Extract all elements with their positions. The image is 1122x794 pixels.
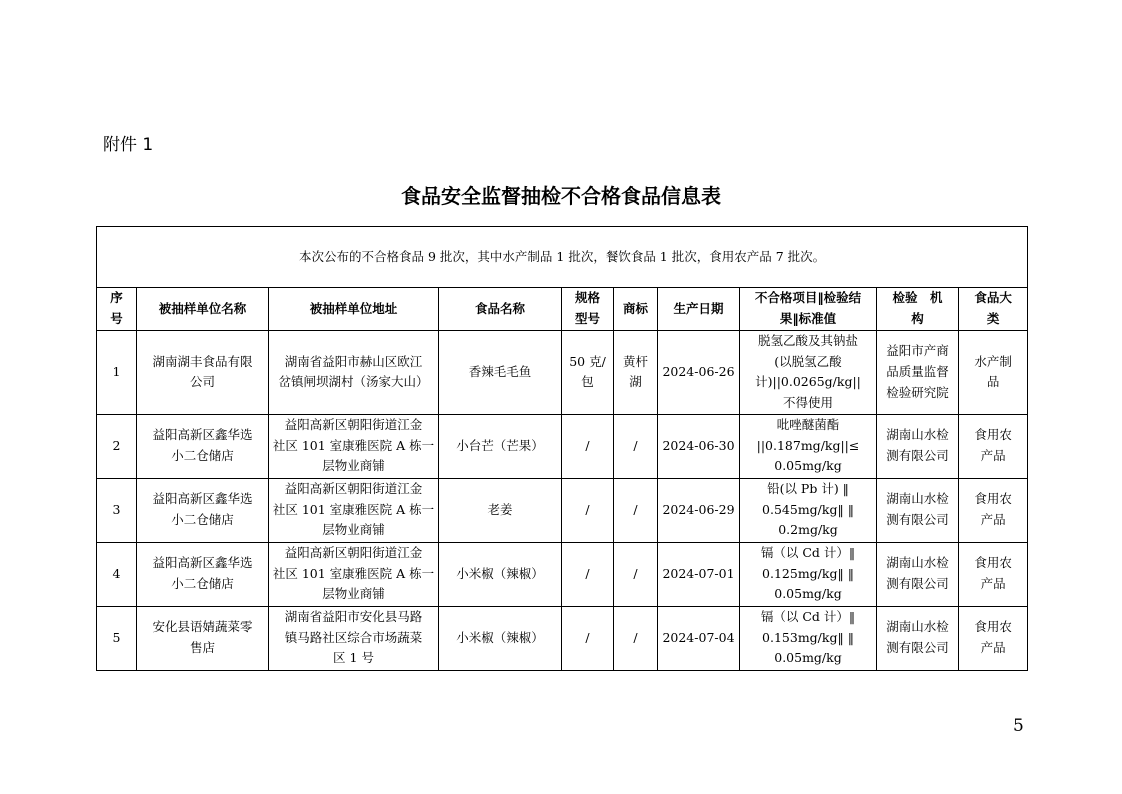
header-food-name: 食品名称 [439, 288, 562, 331]
header-sampled-unit-name: 被抽样单位名称 [137, 288, 269, 331]
cell-spec: / [562, 606, 614, 670]
cell-production-date: 2024-06-26 [658, 331, 740, 415]
cell-production-date: 2024-06-29 [658, 478, 740, 542]
cell-brand: 黄杆 湖 [614, 331, 658, 415]
cell-unit-name: 益阳高新区鑫华选 小二仓储店 [137, 542, 269, 606]
summary-row [97, 227, 1028, 288]
cell-food-name: 小米椒（辣椒） [439, 606, 562, 670]
table-row [97, 414, 1028, 478]
header-food-category: 食品大 类 [959, 288, 1028, 331]
cell-spec: / [562, 414, 614, 478]
cell-food-name: 香辣毛毛鱼 [439, 331, 562, 415]
cell-inspection-agency: 湖南山水检 测有限公司 [877, 414, 959, 478]
header-spec: 规格 型号 [562, 288, 614, 331]
cell-unqualified-item: 脱氢乙酸及其钠盐 (以脱氢乙酸 计)||0.0265g/kg|| 不得使用 [740, 331, 877, 415]
header-sampled-unit-address: 被抽样单位地址 [269, 288, 439, 331]
cell-unit-address: 益阳高新区朝阳街道江金 社区 101 室康雅医院 A 栋一 层物业商铺 [269, 414, 439, 478]
cell-seq: 3 [97, 478, 137, 542]
cell-brand: / [614, 478, 658, 542]
table-row [97, 542, 1028, 606]
cell-food-category: 食用农 产品 [959, 542, 1028, 606]
summary-text: 本次公布的不合格食品 9 批次，其中水产制品 1 批次，餐饮食品 1 批次，食用农产品 7 批次。 [97, 227, 1028, 288]
cell-spec: 50 克/ 包 [562, 331, 614, 415]
cell-brand: / [614, 414, 658, 478]
table-row [97, 478, 1028, 542]
cell-unit-name: 湖南湖丰食品有限 公司 [137, 331, 269, 415]
cell-unqualified-item: 镉（以 Cd 计）‖ 0.153mg/kg‖ ‖ 0.05mg/kg [740, 606, 877, 670]
table-row [97, 331, 1028, 415]
cell-production-date: 2024-06-30 [658, 414, 740, 478]
header-brand: 商标 [614, 288, 658, 331]
cell-unit-name: 安化县语婧蔬菜零 售店 [137, 606, 269, 670]
page-number: 5 [1013, 716, 1024, 736]
cell-food-category: 食用农 产品 [959, 414, 1028, 478]
cell-inspection-agency: 湖南山水检 测有限公司 [877, 606, 959, 670]
cell-seq: 4 [97, 542, 137, 606]
cell-unit-name: 益阳高新区鑫华选 小二仓储店 [137, 414, 269, 478]
cell-seq: 1 [97, 331, 137, 415]
cell-seq: 2 [97, 414, 137, 478]
cell-food-name: 小台芒（芒果） [439, 414, 562, 478]
cell-unit-address: 益阳高新区朝阳街道江金 社区 101 室康雅医院 A 栋一 层物业商铺 [269, 542, 439, 606]
cell-spec: / [562, 542, 614, 606]
cell-unit-name: 益阳高新区鑫华选 小二仓储店 [137, 478, 269, 542]
header-unqualified-item: 不合格项目‖检验结 果‖标准值 [740, 288, 877, 331]
cell-unqualified-item: 铅(以 Pb 计) ‖ 0.545mg/kg‖ ‖ 0.2mg/kg [740, 478, 877, 542]
cell-spec: / [562, 478, 614, 542]
cell-unit-address: 益阳高新区朝阳街道江金 社区 101 室康雅医院 A 栋一 层物业商铺 [269, 478, 439, 542]
cell-food-name: 小米椒（辣椒） [439, 542, 562, 606]
header-inspection-agency: 检验 机 构 [877, 288, 959, 331]
header-production-date: 生产日期 [658, 288, 740, 331]
cell-seq: 5 [97, 606, 137, 670]
cell-unqualified-item: 吡唑醚菌酯 ||0.187mg/kg||≤ 0.05mg/kg [740, 414, 877, 478]
cell-brand: / [614, 542, 658, 606]
cell-food-category: 食用农 产品 [959, 606, 1028, 670]
cell-food-name: 老姜 [439, 478, 562, 542]
cell-food-category: 水产制 品 [959, 331, 1028, 415]
table-row [97, 606, 1028, 670]
page-title: 食品安全监督抽检不合格食品信息表 [401, 184, 721, 208]
cell-production-date: 2024-07-01 [658, 542, 740, 606]
cell-unit-address: 湖南省益阳市安化县马路 镇马路社区综合市场蔬菜 区 1 号 [269, 606, 439, 670]
table-header-row [97, 288, 1028, 331]
cell-inspection-agency: 湖南山水检 测有限公司 [877, 478, 959, 542]
cell-inspection-agency: 湖南山水检 测有限公司 [877, 542, 959, 606]
header-seq: 序 号 [97, 288, 137, 331]
cell-unit-address: 湖南省益阳市赫山区欧江 岔镇闸坝湖村（汤家大山） [269, 331, 439, 415]
cell-production-date: 2024-07-04 [658, 606, 740, 670]
unqualified-food-table [96, 226, 1028, 671]
cell-brand: / [614, 606, 658, 670]
attachment-label: 附件 1 [103, 135, 154, 155]
cell-food-category: 食用农 产品 [959, 478, 1028, 542]
cell-inspection-agency: 益阳市产商 品质量监督 检验研究院 [877, 331, 959, 415]
cell-unqualified-item: 镉（以 Cd 计）‖ 0.125mg/kg‖ ‖ 0.05mg/kg [740, 542, 877, 606]
